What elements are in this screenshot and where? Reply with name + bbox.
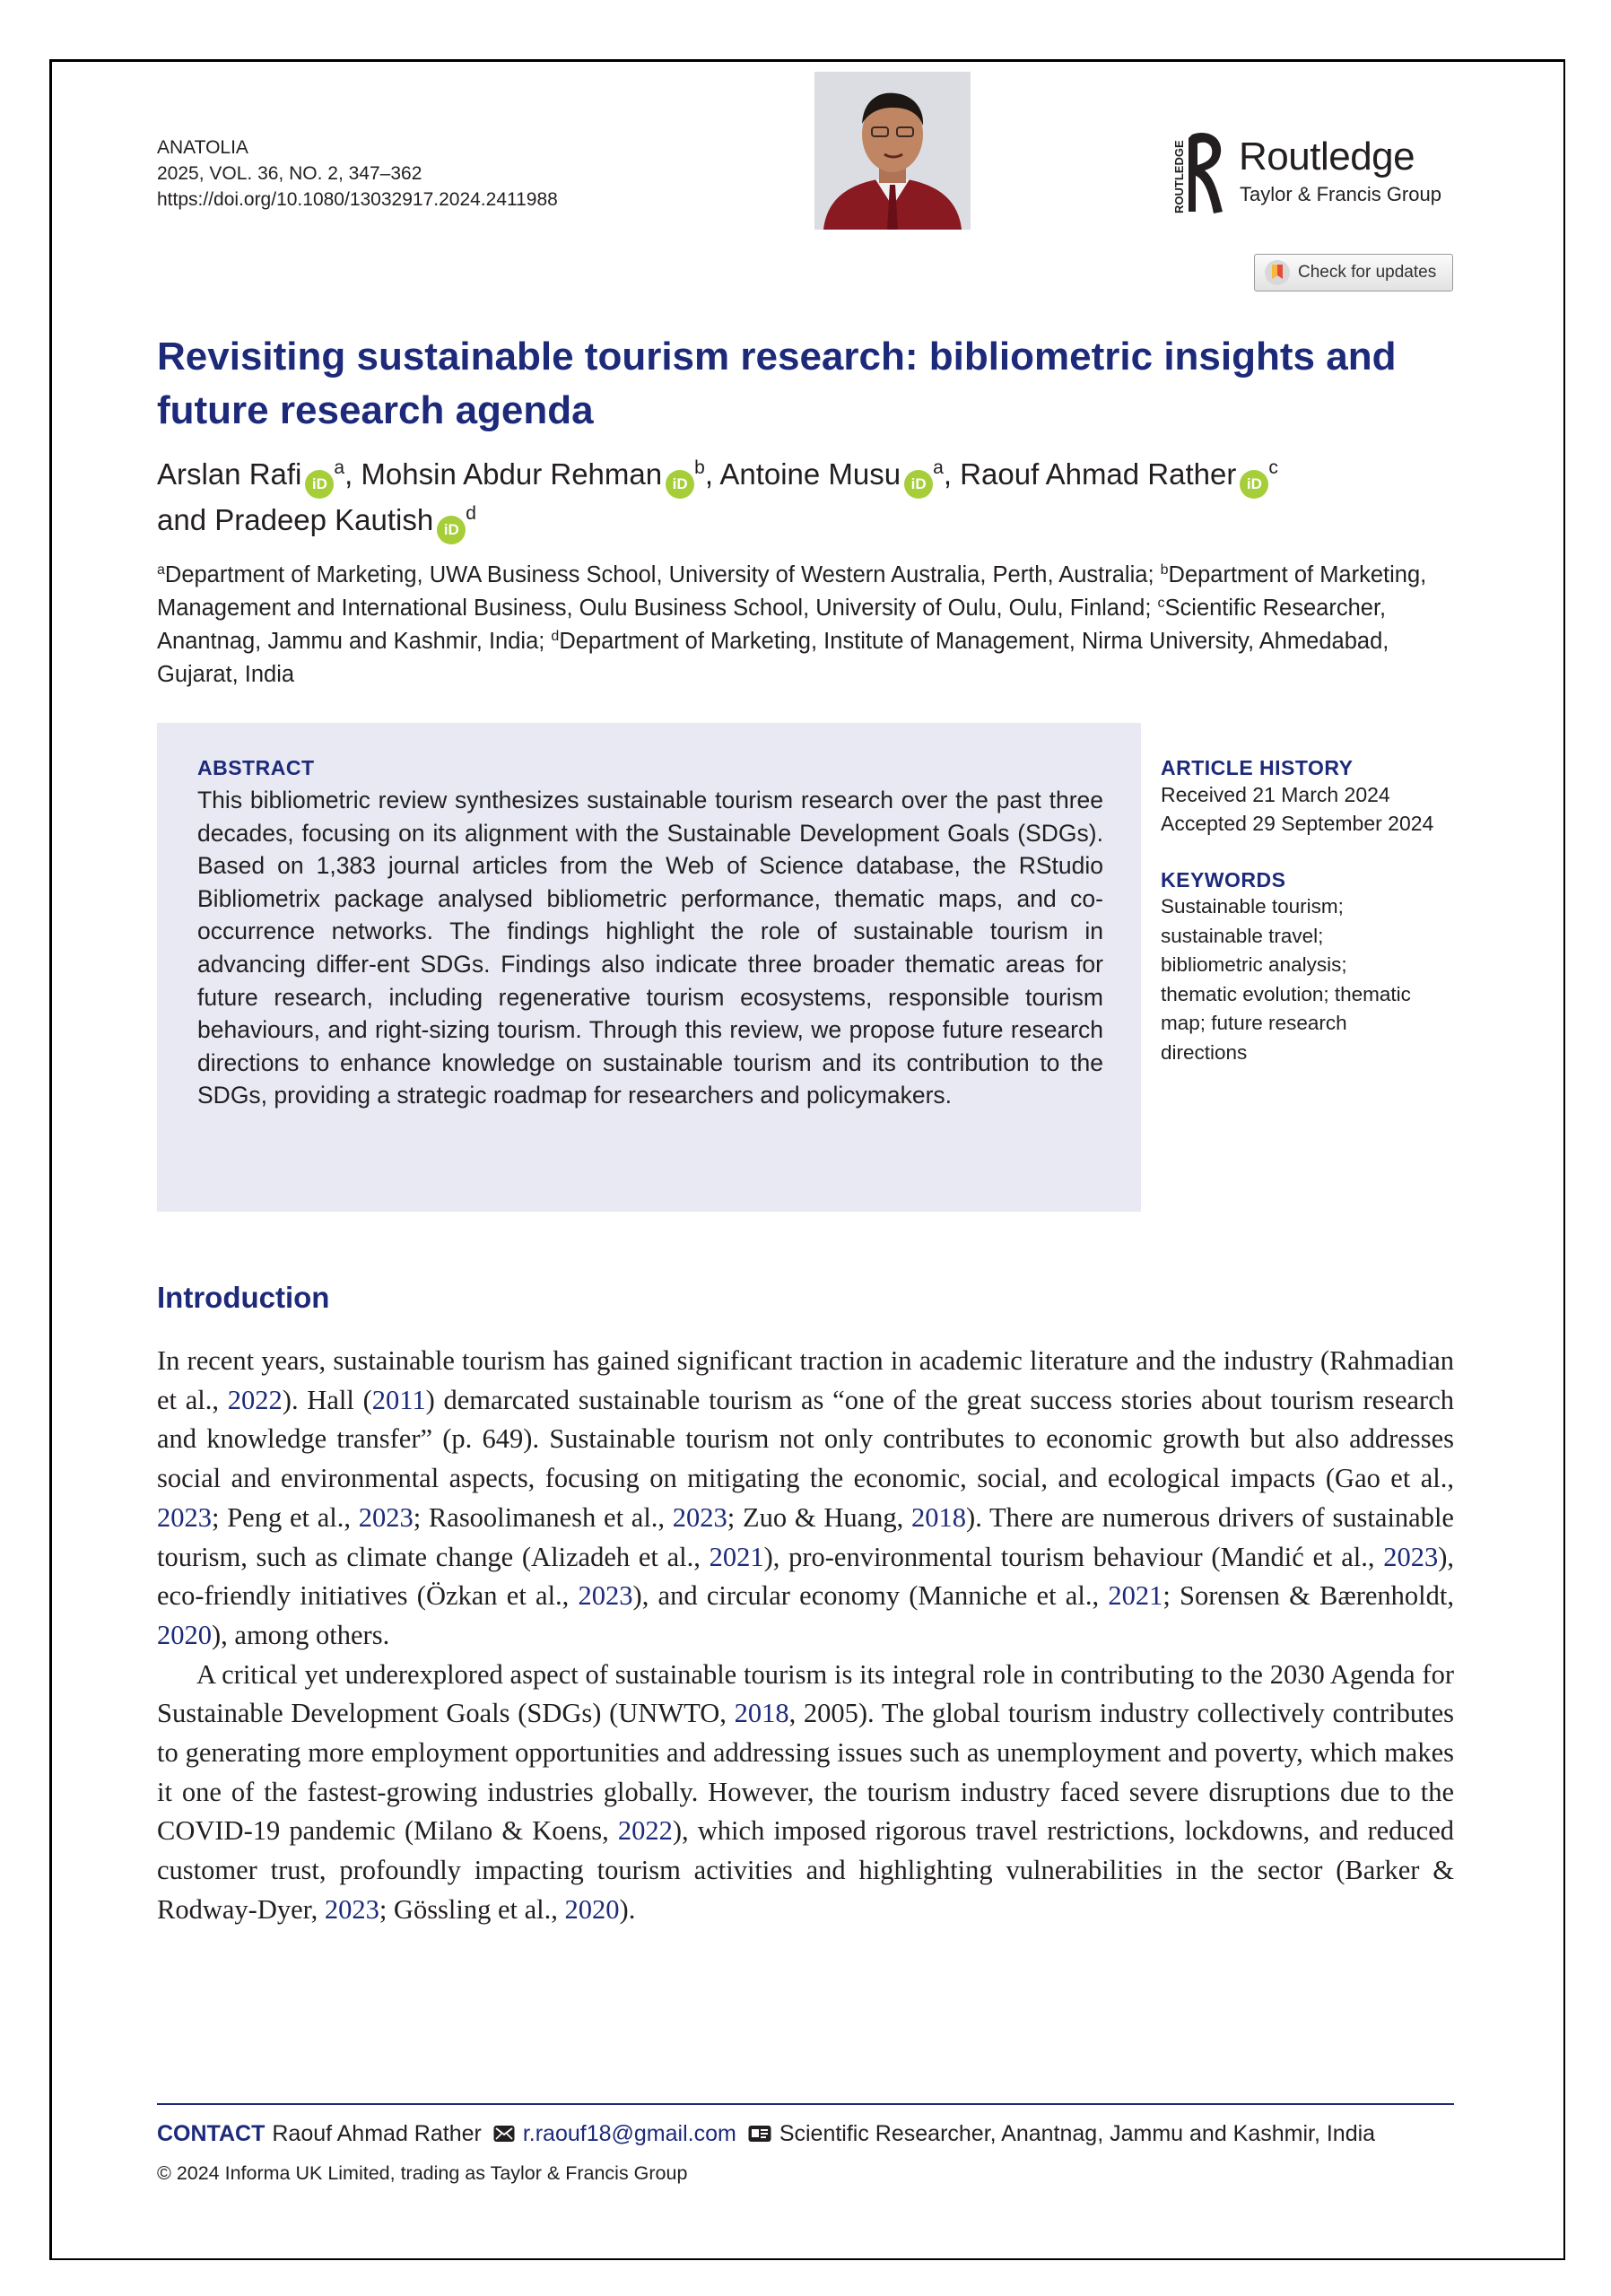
affiliation-text: Department of Marketing, Management and International Business, Oulu Business School, University of Oulu, Oulu, Finland; xyxy=(157,562,1427,621)
contact-name: Raouf Ahmad Rather xyxy=(272,2121,482,2146)
svg-text:ROUTLEDGE: ROUTLEDGE xyxy=(1172,140,1186,213)
affiliation-text: Scientific Researcher, Anantnag, Jammu and Kashmir, India; xyxy=(157,596,1387,654)
citation-link[interactable]: 2022 xyxy=(617,1815,673,1847)
citation-link[interactable]: 2023 xyxy=(578,1580,633,1612)
received-date: Received 21 March 2024 xyxy=(1161,783,1390,806)
body-text-run: ), and circular economy (Manniche et al., xyxy=(632,1580,1109,1612)
contact-address: Scientific Researcher, Anantnag, Jammu and Kashmir, India xyxy=(779,2121,1376,2146)
citation-link[interactable]: 2020 xyxy=(564,1893,620,1925)
routledge-mark-icon xyxy=(1187,131,1226,216)
author-separator: , xyxy=(344,457,361,491)
journal-volume: 2025, VOL. 36, NO. 2, 347–362 xyxy=(157,163,422,184)
keywords xyxy=(1161,868,1466,1067)
body-text-run: ; Zuo & Huang, xyxy=(727,1501,912,1533)
publisher-name: Routledge xyxy=(1239,135,1415,178)
citation-link[interactable]: 2023 xyxy=(1383,1541,1439,1572)
contact-line xyxy=(157,2118,1375,2149)
citation-link[interactable]: 2023 xyxy=(358,1501,414,1533)
orcid-icon[interactable]: iD xyxy=(666,470,694,499)
body-text-run: ), which imposed rigorous travel restrictions, lockdowns, and reduced customer trust, profoundly impacting tourism activities and highlighting vulnerabilities in the sector (Barker & Rodway-Dyer, xyxy=(157,1815,1455,1925)
introduction-heading: Introduction xyxy=(157,1281,330,1314)
orcid-icon[interactable]: iD xyxy=(1240,470,1268,499)
author-separator: , xyxy=(704,457,720,491)
check-updates-button[interactable] xyxy=(1254,254,1453,291)
keyword-line: thematic evolution; thematic xyxy=(1161,982,1411,1005)
citation-link[interactable]: 2021 xyxy=(709,1541,764,1572)
orcid-icon[interactable]: iD xyxy=(437,516,466,544)
keyword-line: bibliometric analysis; xyxy=(1161,953,1347,976)
citation-link[interactable]: 2022 xyxy=(227,1384,283,1415)
affiliation-sup: d xyxy=(551,629,560,644)
journal-info xyxy=(157,135,558,213)
address-card-icon xyxy=(747,2124,772,2144)
article-title: Revisiting sustainable tourism research: bibliometric insights and future research agenda xyxy=(157,335,1397,432)
affiliation-sup: b xyxy=(1160,562,1169,578)
keyword-line: sustainable travel; xyxy=(1161,924,1324,947)
body-text-run: ; Rasoolimanesh et al., xyxy=(413,1501,673,1533)
body-paragraph xyxy=(157,1342,1454,1656)
author-name: Pradeep Kautish xyxy=(214,503,434,536)
author-affil-sup: c xyxy=(1268,457,1278,478)
check-updates-label: Check for updates xyxy=(1298,263,1437,282)
author-name: Antoine Musu xyxy=(719,457,901,491)
envelope-icon xyxy=(492,2124,516,2144)
affiliation-sup: a xyxy=(157,562,165,578)
citation-link[interactable]: 2023 xyxy=(157,1501,212,1533)
body-text-run: ), among others. xyxy=(212,1619,390,1650)
body-text-run: ; Sorensen & Bærenholdt, xyxy=(1163,1580,1454,1612)
author-separator: , xyxy=(943,457,961,491)
citation-link[interactable]: 2021 xyxy=(1108,1580,1163,1612)
affiliations xyxy=(157,559,1471,691)
citation-link[interactable]: 2011 xyxy=(371,1384,426,1415)
contact-email[interactable]: r.raouf18@gmail.com xyxy=(522,2121,736,2146)
body-text-run: ). Hall ( xyxy=(282,1384,372,1415)
journal-name: ANATOLIA xyxy=(157,137,248,158)
crossmark-icon xyxy=(1264,259,1291,286)
author-affil-sup: a xyxy=(334,457,345,478)
body-text-run: ; Gössling et al., xyxy=(379,1893,565,1925)
citation-link[interactable]: 2023 xyxy=(672,1501,727,1533)
keywords-heading: KEYWORDS xyxy=(1161,868,1286,891)
body-paragraph xyxy=(157,1656,1454,1930)
author-photo xyxy=(814,72,971,230)
routledge-logo xyxy=(1171,131,1458,216)
body-text-run: ). xyxy=(619,1893,636,1925)
affiliation-sup: c xyxy=(1157,596,1165,611)
footer-rule xyxy=(157,2103,1454,2105)
body-text-run: ) demarcated sustainable tourism as “one of the great success stories about tourism research and knowledge transfer” (p. 649). Sustainable tourism not only contributes to economic growth but also addresses social and environmental aspects, focusing on mitigating the economic, social, and ecological impacts (Gao et al., xyxy=(157,1384,1455,1494)
accepted-date: Accepted 29 September 2024 xyxy=(1161,812,1434,835)
body-text-run: ). There are numerous drivers of sustainable tourism, such as climate change (Alizadeh et al., xyxy=(157,1501,1454,1572)
article-history xyxy=(1161,756,1433,838)
publisher-group: Taylor & Francis Group xyxy=(1240,183,1441,205)
body-text-run: A critical yet underexplored aspect of sustainable tourism is its integral role in contributing to the 2030 Agenda for Sustainable Development Goals (SDGs) (UNWTO, xyxy=(157,1658,1454,1729)
routledge-vertical-wordmark xyxy=(1171,135,1187,215)
introduction-body xyxy=(157,1342,1454,1930)
author-name: Arslan Rafi xyxy=(157,457,302,491)
body-text-run: , 2005). The global tourism industry collectively contributes to generating more employment opportunities and addressing issues such as unemployment and poverty, which makes it one of the fastest-growing industries globally. However, the tourism industry faced severe disruptions due to the COVID-19 pandemic (Milano & Koens, xyxy=(157,1698,1454,1847)
body-text-run: ; Peng et al., xyxy=(212,1501,359,1533)
keyword-line: directions xyxy=(1161,1040,1248,1064)
abstract-heading: ABSTRACT xyxy=(197,756,315,779)
author-name: Raouf Ahmad Rather xyxy=(960,457,1237,491)
affiliation-text: Department of Marketing, UWA Business School, University of Western Australia, Perth, Australia; xyxy=(164,562,1161,587)
author-conjunction: and xyxy=(157,503,207,536)
orcid-icon[interactable]: iD xyxy=(904,470,933,499)
citation-link[interactable]: 2018 xyxy=(734,1698,789,1729)
body-text-run: ), pro-environmental tourism behaviour (Mandić et al., xyxy=(763,1541,1384,1572)
author-affil-sup: a xyxy=(933,457,944,478)
journal-doi[interactable]: https://doi.org/10.1080/13032917.2024.2411988 xyxy=(157,189,558,210)
orcid-icon[interactable]: iD xyxy=(305,470,334,499)
citation-link[interactable]: 2020 xyxy=(157,1619,212,1650)
author-affil-sup: b xyxy=(694,457,705,478)
article-history-heading: ARTICLE HISTORY xyxy=(1161,756,1354,779)
abstract-text: This bibliometric review synthesizes sustainable tourism research over the past three decades, focusing on its alignment with the Sustainable Development Goals (SDGs). Based on 1,383 journal articles from the Web of Science database, the RStudio Bibliometrix package analysed bibliometric performance, thematic maps, and co-occurrence networks. The findings highlight the role of sustainable tourism in advancing differ-ent SDGs. Findings also indicate three broader thematic areas for future research, including regenerative tourism ecosystems, responsible tourism behaviours, and right-sizing tourism. Through this review, we propose future research directions to enhance knowledge on sustainable tourism and its contribution to the SDGs, providing a strategic roadmap for researchers and policymakers. xyxy=(197,787,1103,1109)
author-name: Mohsin Abdur Rehman xyxy=(361,457,663,491)
affiliation-text: Department of Marketing, Institute of Management, Nirma University, Ahmedabad, Gujarat, India xyxy=(157,629,1389,687)
keyword-line: map; future research xyxy=(1161,1012,1347,1034)
body-text-run: ), eco-friendly initiatives (Özkan et al., xyxy=(157,1541,1454,1612)
contact-label: CONTACT xyxy=(157,2121,266,2146)
author-affil-sup: d xyxy=(466,503,476,524)
copyright: © 2024 Informa UK Limited, trading as Taylor & Francis Group xyxy=(157,2162,688,2184)
body-text-run: In recent years, sustainable tourism has gained significant traction in academic literature and the industry (Rahmadian et al., xyxy=(157,1345,1454,1415)
citation-link[interactable]: 2018 xyxy=(911,1501,967,1533)
author-list xyxy=(157,453,1467,544)
keyword-line: Sustainable tourism; xyxy=(1161,895,1344,918)
citation-link[interactable]: 2023 xyxy=(324,1893,379,1925)
